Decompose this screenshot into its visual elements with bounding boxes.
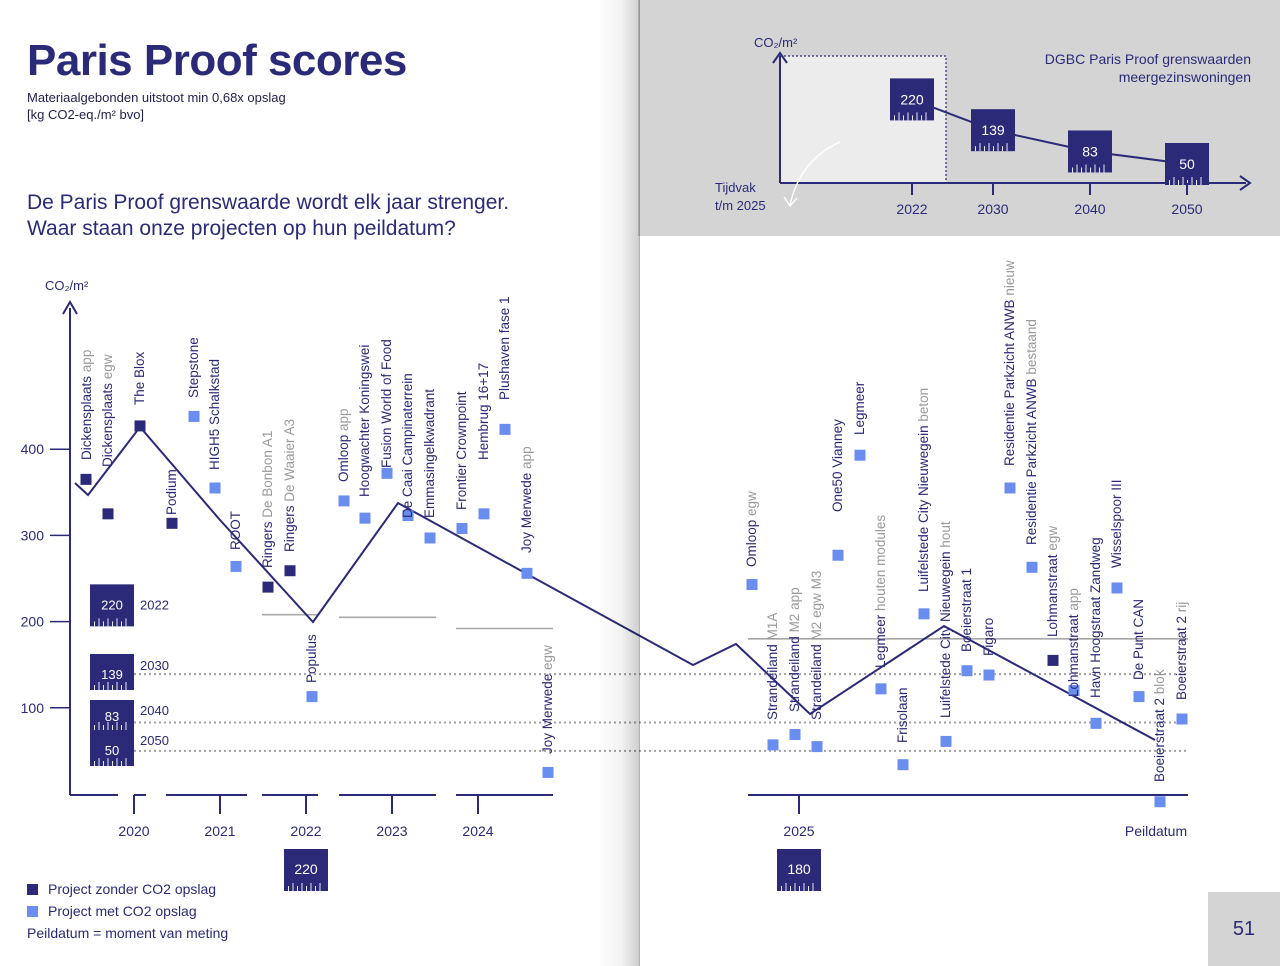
inset-caption-line-2: meergezinswoningen [1118,69,1251,85]
point-label [164,469,179,515]
data-point [282,419,297,576]
point-label [476,363,491,460]
point-marker [189,411,200,422]
data-point [1066,588,1081,697]
point-label-name: Ringers [282,505,297,552]
reference-year: 2050 [140,733,169,748]
point-label-name: Residentie Parkzicht ANWB [1024,378,1039,545]
point-marker [81,474,92,485]
point-marker [210,482,221,493]
x-tick-label: 2021 [204,823,236,839]
data-point [981,618,996,681]
legend-item-with [27,900,228,922]
point-marker [543,767,554,778]
reference-value: 220 [101,597,123,613]
point-label-name: Legmeer [873,614,888,668]
y-tick-label: 200 [20,613,44,630]
point-label-name: Boeierstraat 2 [1174,615,1189,700]
point-label-tag: nieuw [1002,260,1017,300]
point-label-name: Ringers [260,521,275,568]
point-label-name: Strandeiland [765,644,780,720]
point-label [981,618,996,656]
data-point [186,337,201,422]
point-label-tag: egw [100,354,115,383]
page-fold [598,0,640,966]
point-label [895,687,910,743]
inset-x-tick-label: 2050 [1171,201,1203,217]
point-label-name: Luifelstede City Nieuwegein [916,425,931,592]
point-label-tag: De Waaier A3 [282,418,297,506]
point-label-tag: houten modules [873,514,888,615]
point-label [787,587,802,712]
point-label [336,408,351,482]
legend-item-without [27,878,228,900]
point-marker [1005,482,1016,493]
point-label [873,515,888,668]
inset-point-value: 50 [1179,156,1195,172]
point-label [79,350,94,460]
data-point [1002,260,1017,493]
reference-year: 2030 [140,658,169,673]
point-label-name: Lohmanstraat [1045,554,1060,637]
point-marker [231,561,242,572]
x-tick-label: 2023 [376,823,408,839]
subtitle-line-1: Materiaalgebonden uitstoot min 0,68x opslag [27,90,286,105]
data-point [916,388,931,619]
page-title: Paris Proof scores [27,36,407,85]
point-label-name: Boeierstraat 1 [959,567,974,652]
point-marker [898,759,909,770]
point-label-name: Stepstone [186,337,201,398]
point-label-name: Lohmanstraat [1066,614,1081,697]
legend-swatch-light [27,906,38,917]
point-marker [984,670,995,681]
point-label-name: Podium [164,469,179,515]
reference-line-2022 [90,584,169,626]
reference-year: 2022 [140,597,169,613]
data-point [454,391,469,534]
point-label-tag: M2 app [787,587,802,637]
point-label [228,511,243,550]
point-label-tag: egw [1045,525,1060,555]
point-marker [1027,562,1038,573]
x-tick-label: 2024 [462,823,494,839]
point-marker [263,582,274,593]
data-point [895,687,910,770]
legend-label-without: Project zonder CO2 opslag [48,881,217,897]
point-label [809,571,824,720]
point-label-name: Strandeiland [809,644,824,720]
year-limit-badge-2025 [777,849,821,891]
x-tick-label: 2025 [783,823,815,839]
point-label-name: Figaro [981,617,996,656]
point-label [497,296,512,400]
data-point [79,350,94,485]
point-label [1109,479,1124,568]
point-label-name: Frisolaan [895,687,910,743]
point-marker [1112,582,1123,593]
data-point [1131,599,1146,702]
data-point [1088,537,1103,728]
point-label [1024,319,1039,545]
data-point [304,634,319,702]
point-label [304,634,319,683]
point-marker [479,508,490,519]
data-point [357,345,372,524]
point-label [1045,526,1060,637]
subtitle-line-2: [kg CO2-eq./m² bvo] [27,107,145,122]
point-label-name: Boeierstraat 2 [1152,697,1167,782]
data-point [519,446,534,578]
data-point [207,359,222,494]
point-label-name: Emmasingelkwadrant [422,388,437,518]
inset-x-tick-label: 2040 [1074,201,1106,217]
point-label [357,345,372,497]
data-point [336,408,351,506]
point-label [1002,260,1017,466]
x-tick-label: 2022 [290,823,322,839]
point-marker [500,424,511,435]
legend [27,878,228,944]
data-point [852,381,867,461]
point-marker [103,508,114,519]
point-marker [360,513,371,524]
point-label-name: One50 Vianney [830,419,845,512]
point-label [260,431,275,568]
point-label [100,354,115,467]
inset-caption-line-1: DGBC Paris Proof grenswaarden [1044,51,1251,67]
point-label [540,645,555,754]
data-point [1174,602,1189,725]
point-marker [833,550,844,561]
point-label-tag: app [79,349,94,376]
point-label-tag: app [336,408,351,435]
data-point [1024,319,1039,573]
y-tick-label: 100 [20,699,44,716]
point-label-name: Joy Merwede [540,673,555,754]
point-label [852,381,867,435]
point-label [959,568,974,652]
point-label-tag: app [519,446,534,473]
data-point [873,515,888,695]
point-label-tag: app [1066,588,1081,615]
point-label [1174,602,1189,700]
inset-point-2030 [971,109,1015,217]
point-marker [919,608,930,619]
point-label-name: Dickensplaats [79,375,94,460]
point-marker [812,741,823,752]
point-marker [1048,655,1059,666]
data-point [132,351,147,431]
point-label [282,419,297,552]
inset-point-value: 83 [1082,143,1098,160]
point-marker [425,532,436,543]
point-label [454,391,469,510]
point-marker [1134,691,1145,702]
data-point [540,645,555,778]
inset-chart [715,35,1251,217]
data-point [100,354,115,519]
point-label-tag: M2 egw M3 [809,570,824,645]
point-label [422,389,437,518]
point-label [207,359,222,470]
point-label-tag: egw [540,645,555,674]
point-label-name: Frontier Crownpoint [454,391,469,510]
inset-trend-line [912,99,1187,164]
point-label [830,419,845,512]
point-marker [285,565,296,576]
inset-x-tick-label: 2030 [977,201,1009,217]
reference-value: 83 [104,709,120,724]
point-label [379,339,394,468]
point-label [744,491,759,567]
inset-point-value: 220 [900,91,924,108]
point-marker [135,420,146,431]
data-point [228,511,243,572]
point-marker [382,468,393,479]
page-number: 51 [1208,892,1280,966]
data-point [744,491,759,590]
point-label [400,373,415,518]
data-point [959,568,974,676]
inset-point-2040 [1068,130,1112,217]
point-label [938,521,953,718]
point-label-name: Legmeer [852,381,867,435]
point-marker [962,665,973,676]
question-line-2: Waar staan onze projecten op hun peildatum? [27,217,456,240]
point-label-tag: De Bonbon A1 [260,430,275,522]
point-label-name: De Punt CAN [1131,598,1146,680]
point-label [519,446,534,553]
point-marker [876,683,887,694]
reference-value: 139 [101,667,123,682]
reference-year: 2040 [140,703,169,718]
point-marker [1155,796,1166,807]
point-label-name: Havn Hoogstraat Zandweg [1088,537,1103,698]
point-label-name: Residentie Parkzicht ANWB [1002,299,1017,466]
point-label [132,351,147,405]
point-marker [522,568,533,579]
point-marker [167,518,178,529]
point-label [916,388,931,592]
inset-tijdvak-line-1: Tijdvak [715,180,756,195]
legend-label-with: Project met CO2 opslag [48,903,197,919]
legend-note: Peildatum = moment van meting [27,925,229,941]
inset-point-value: 139 [981,122,1005,139]
point-label-tag: egw [744,491,759,520]
point-label-name: ROOT [228,511,243,550]
point-label-tag: rij [1174,601,1189,616]
point-label-name: Hembrug 16+17 [476,362,491,460]
data-point [1152,669,1167,807]
year-limit-value: 180 [787,861,811,877]
point-label-tag: hout [938,521,953,552]
data-point [809,571,824,752]
point-label [765,613,780,720]
point-label [1131,599,1146,680]
point-label-name: The Blox [132,351,147,405]
y-tick-label: 300 [20,527,44,544]
data-point [260,431,275,593]
reference-value: 50 [104,743,120,758]
x-tick-label: 2020 [118,823,150,839]
point-marker [1177,714,1188,725]
inset-x-tick-label: 2022 [896,201,928,217]
point-label-tag: M1A [765,612,780,645]
data-point [379,339,394,479]
point-marker [855,450,866,461]
data-point [164,469,179,529]
point-label-name: Hoogwachter Koningswei [357,344,372,497]
inset-y-label: CO₂/m² [754,35,798,50]
point-label-name: Luifelstede City Nieuwegein [938,551,953,718]
point-label-name: Omloop [744,519,759,567]
point-marker [790,729,801,740]
y-tick-label: 400 [20,441,44,458]
point-label-tag: bestaand [1024,319,1039,379]
point-label-tag: beton [916,387,931,426]
point-label-name: Joy Merwede [519,472,534,553]
year-limit-value: 220 [294,861,318,877]
point-label [1152,669,1167,782]
data-point [830,419,845,561]
point-marker [457,523,468,534]
point-label [1066,588,1081,697]
point-marker [1091,718,1102,729]
data-point [1045,526,1060,666]
year-limit-badge-2022 [284,849,328,891]
point-label [1088,537,1103,698]
inset-point-2050 [1165,143,1209,217]
point-marker [307,691,318,702]
data-point [400,373,415,521]
point-label-name: Omloop [336,434,351,482]
point-label-name: HIGH5 Schalkstad [207,358,222,470]
question-line-1: De Paris Proof grenswaarde wordt elk jaar strenger. [27,191,510,214]
data-point [787,587,802,740]
point-label-name: Fusion World of Food [379,339,394,468]
point-label-name: Dickensplaats [100,382,115,467]
point-label [186,337,201,398]
data-point [476,363,491,520]
legend-swatch-dark [27,884,38,895]
point-label-tag: blok [1152,669,1167,698]
x-axis-label: Peildatum [1124,823,1188,839]
point-label-name: Populus [304,634,319,683]
inset-tijdvak-line-2: t/m 2025 [715,198,766,213]
point-label-name: Wisselspoor III [1109,479,1124,568]
y-axis-label: CO₂/m² [45,278,89,293]
point-marker [941,736,952,747]
data-point [1109,479,1124,593]
data-point [938,521,953,747]
point-marker [768,739,779,750]
point-label-name: Strandeiland [787,636,802,712]
point-marker [339,495,350,506]
point-marker [747,579,758,590]
point-label-name: Plushaven fase 1 [497,296,512,400]
point-label-name: De Caai Campinaterrein [400,373,415,518]
data-point [497,296,512,434]
data-point [765,613,780,751]
